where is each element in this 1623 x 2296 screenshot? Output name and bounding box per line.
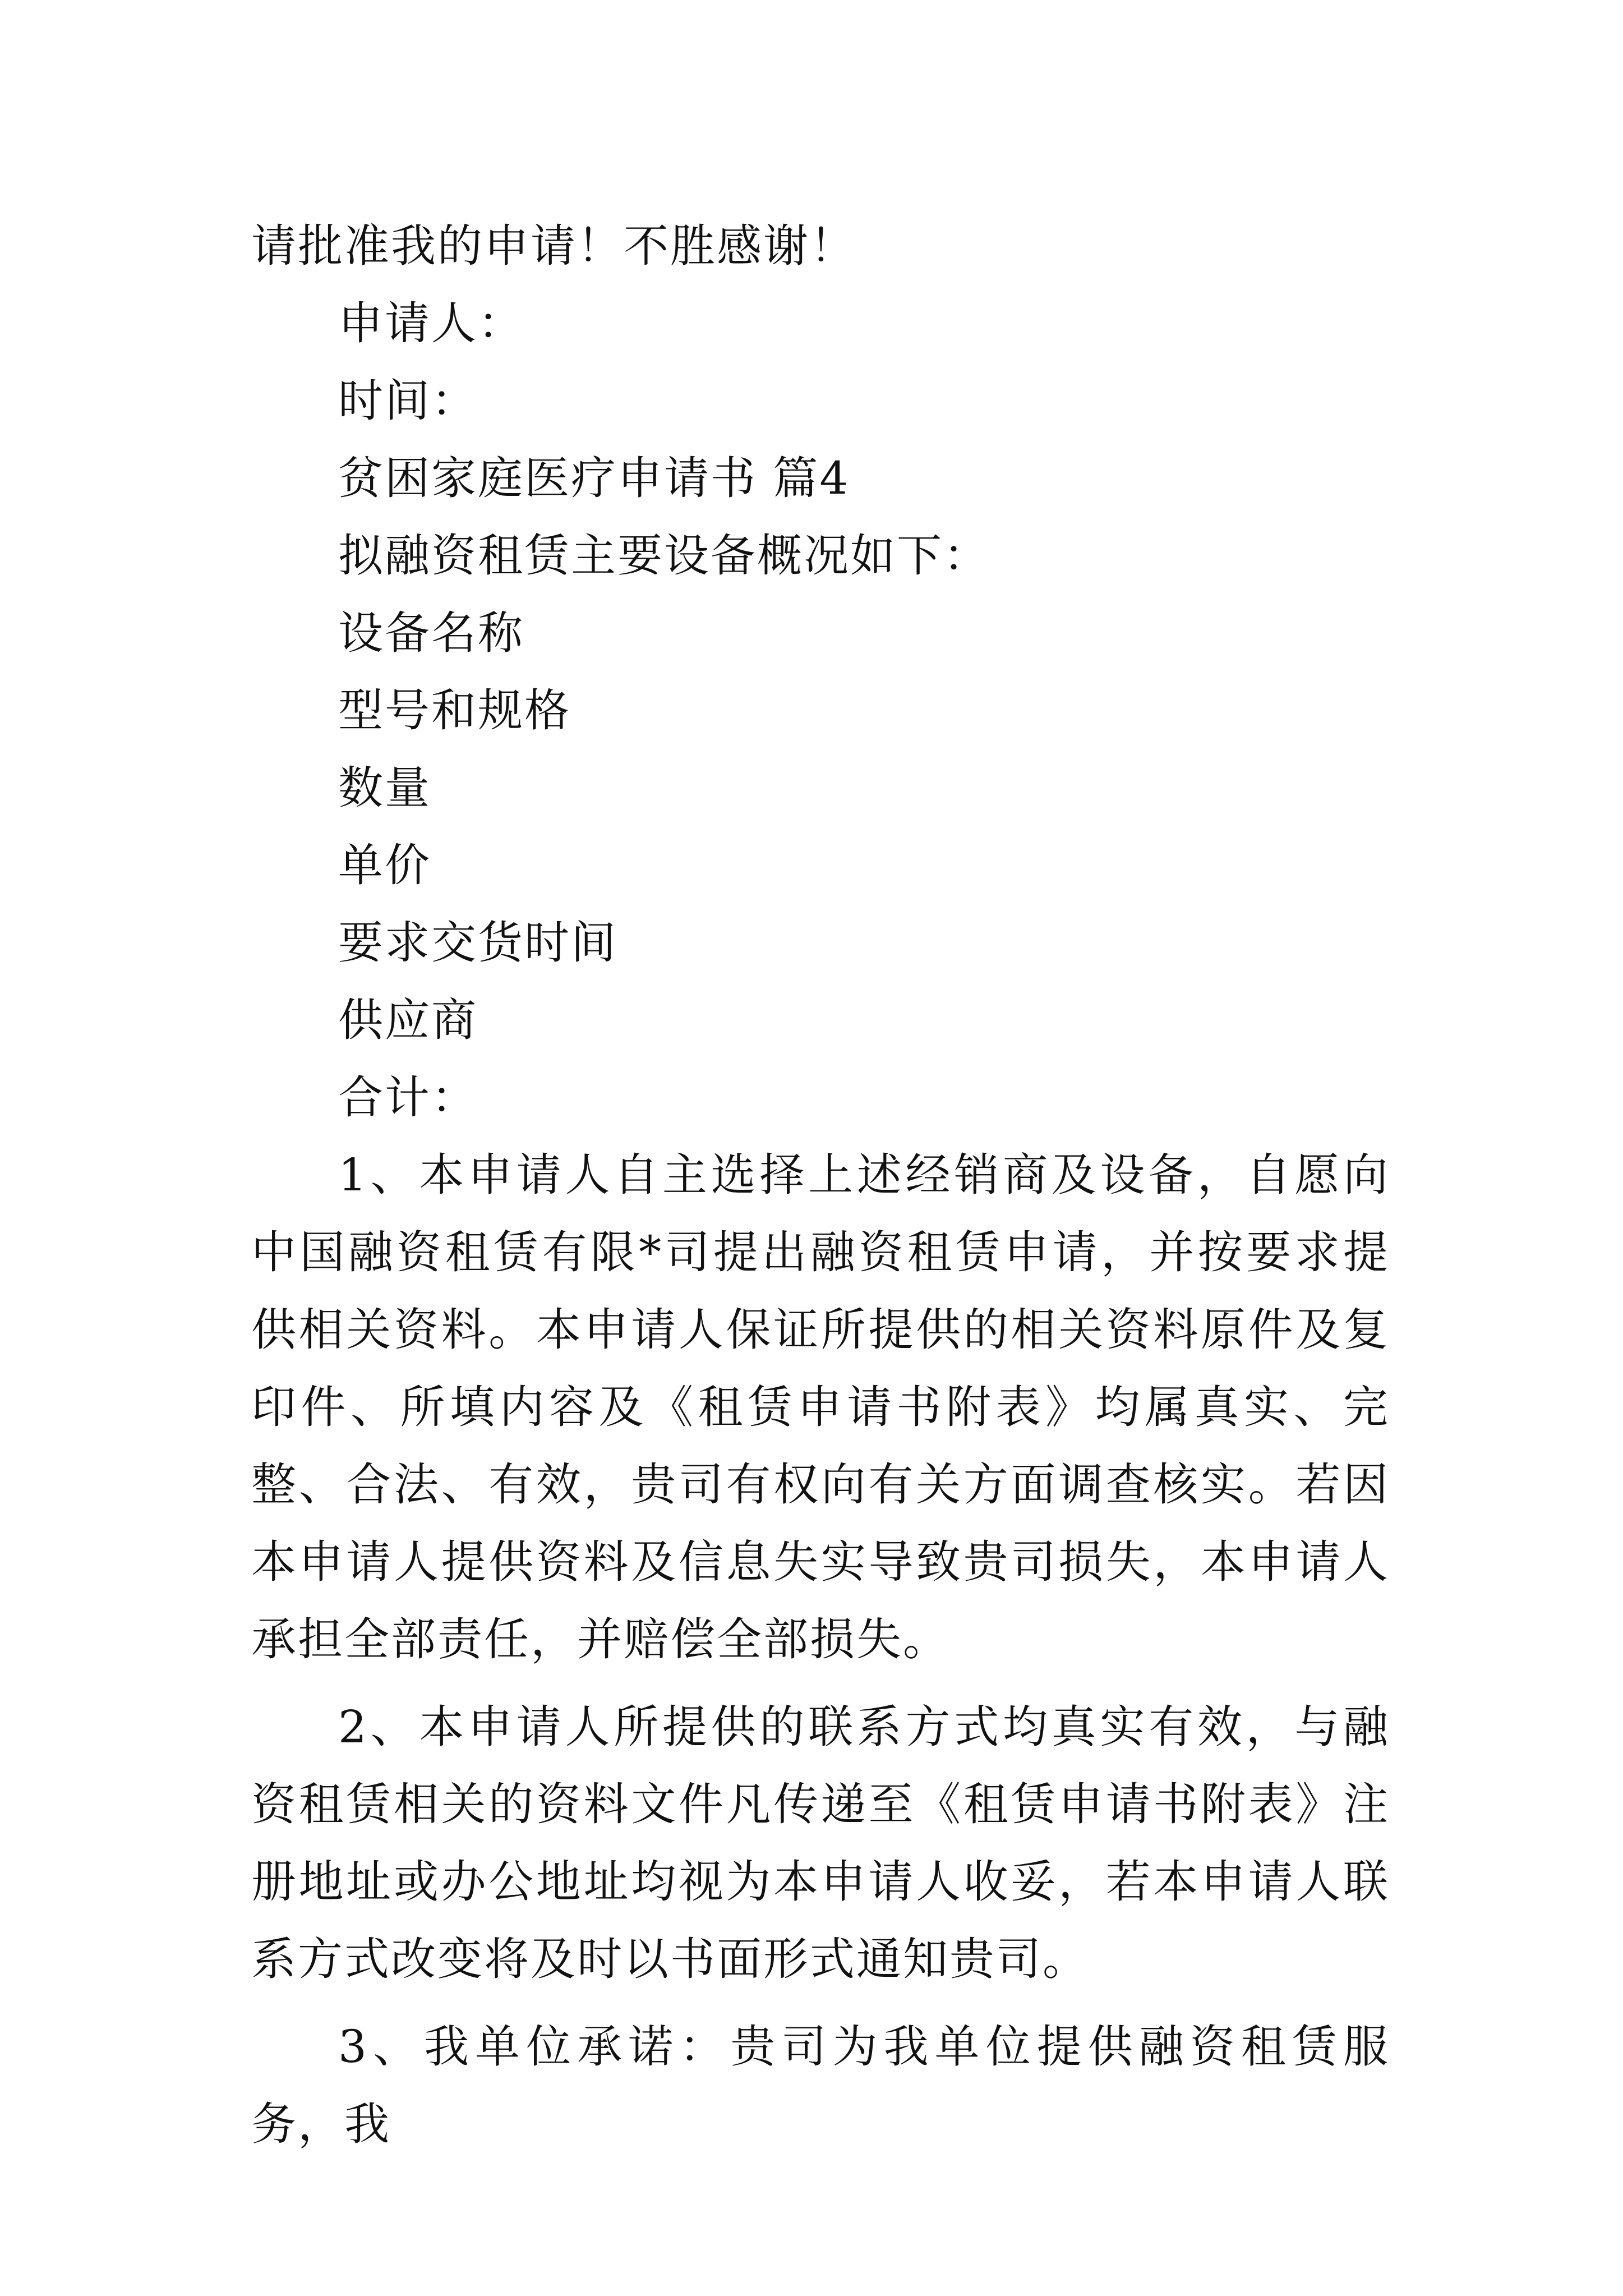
unit-price-label: 单价: [338, 839, 431, 891]
paragraph-1: 1、本申请人自主选择上述经销商及设备，自愿向中国融资租赁有限*司提出融资租赁申请，并按要求提供相关资料。本申请人保证所提供的相关资料原件及复印件、所填内容及《租赁申请书附表》均属真实、完整、合法、有效，贵司有权向有关方面调查核实。若因本申请人提供资料及信息失实导致贵司损失，本申请人承担全部责任，并赔偿全部损失。: [251, 1149, 1390, 1665]
section-heading: 贫困家庭医疗申请书 篇4: [338, 452, 850, 504]
total-label: 合计：: [338, 1071, 478, 1124]
applicant-label: 申请人：: [338, 297, 524, 349]
supplier-label: 供应商: [338, 994, 478, 1046]
paragraph-3: 3、我单位承诺：贵司为我单位提供融资租赁服务，我: [251, 2021, 1390, 2150]
delivery-time-label: 要求交货时间: [338, 917, 617, 969]
closing-request-line: 请批准我的申请！不胜感谢！: [251, 220, 856, 272]
time-label: 时间：: [338, 375, 478, 427]
quantity-label: 数量: [338, 762, 431, 814]
model-spec-label: 型号和规格: [338, 684, 571, 737]
equipment-intro: 拟融资租赁主要设备概况如下：: [338, 530, 990, 582]
document-body: [251, 208, 1390, 2163]
paragraph-2: 2、本申请人所提供的联系方式均真实有效，与融资租赁相关的资料文件凡传递至《租赁申请书附表》注册地址或办公地址均视为本申请人收妥，若本申请人联系方式改变将及时以书面形式通知贵司。: [251, 1701, 1390, 1985]
equipment-name-label: 设备名称: [338, 607, 524, 659]
